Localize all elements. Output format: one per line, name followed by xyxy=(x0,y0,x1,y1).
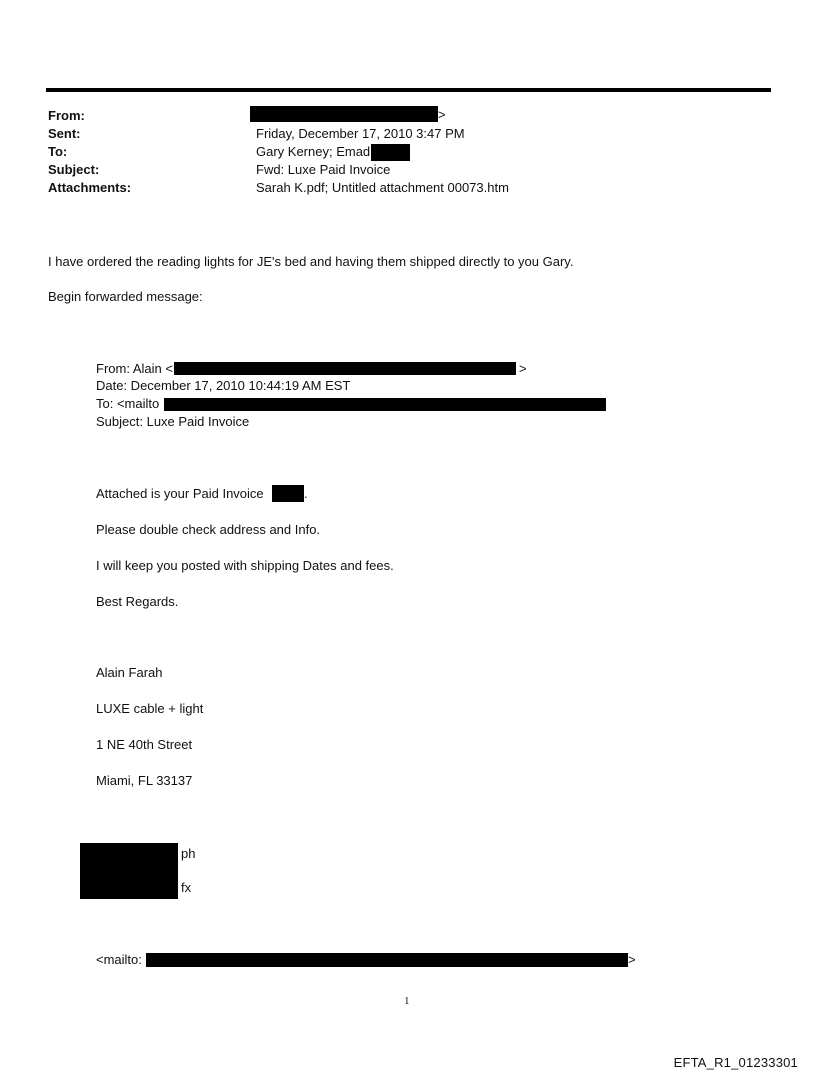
redaction-invoice-number xyxy=(272,485,304,502)
redaction-fwd-from xyxy=(174,362,516,375)
signature-ph: ph xyxy=(181,846,196,861)
fwd-from-suffix: > xyxy=(519,361,527,376)
body-line-1: I have ordered the reading lights for JE's bed and having them shipped directly to you Gary. xyxy=(48,254,574,269)
signature-mailto-prefix: <mailto: xyxy=(96,952,142,967)
double-check-line: Please double check address and Info. xyxy=(96,522,321,537)
signature-company: LUXE cable + light xyxy=(96,701,204,716)
from-label: From: xyxy=(48,108,85,123)
fwd-to-prefix: To: <mailto xyxy=(96,396,160,411)
sent-value: Friday, December 17, 2010 3:47 PM xyxy=(256,126,465,141)
posted-line: I will keep you posted with shipping Dates and fees. xyxy=(96,558,394,573)
signature-name: Alain Farah xyxy=(96,665,163,680)
redaction-phone-fax xyxy=(80,843,178,899)
body-line-2: Begin forwarded message: xyxy=(48,289,203,304)
fwd-subject: Subject: Luxe Paid Invoice xyxy=(96,414,250,429)
fwd-from-prefix: From: Alain < xyxy=(96,361,173,376)
signature-city: Miami, FL 33137 xyxy=(96,773,193,788)
regards-line: Best Regards. xyxy=(96,594,179,609)
redaction-to xyxy=(371,144,410,161)
document-id: EFTA_R1_01233301 xyxy=(673,1055,798,1070)
sent-label: Sent: xyxy=(48,126,81,141)
signature-fx: fx xyxy=(181,880,192,895)
attached-line-prefix: Attached is your Paid Invoice xyxy=(96,486,264,501)
subject-value: Fwd: Luxe Paid Invoice xyxy=(256,162,391,177)
page-number: 1 xyxy=(404,995,410,1007)
redaction-mailto xyxy=(146,953,628,967)
redaction-from xyxy=(250,106,438,122)
from-value-suffix: > xyxy=(438,107,446,122)
to-label: To: xyxy=(48,144,68,159)
attached-line-suffix: . xyxy=(304,486,308,501)
subject-label: Subject: xyxy=(48,162,100,177)
attachments-label: Attachments: xyxy=(48,180,132,195)
signature-street: 1 NE 40th Street xyxy=(96,737,193,752)
header-rule xyxy=(46,88,771,92)
to-value: Gary Kerney; Emad xyxy=(256,144,371,159)
signature-mailto-suffix: > xyxy=(628,952,636,967)
fwd-date: Date: December 17, 2010 10:44:19 AM EST xyxy=(96,378,351,393)
redaction-fwd-to xyxy=(164,398,606,411)
attachments-value: Sarah K.pdf; Untitled attachment 00073.htm xyxy=(256,180,509,195)
